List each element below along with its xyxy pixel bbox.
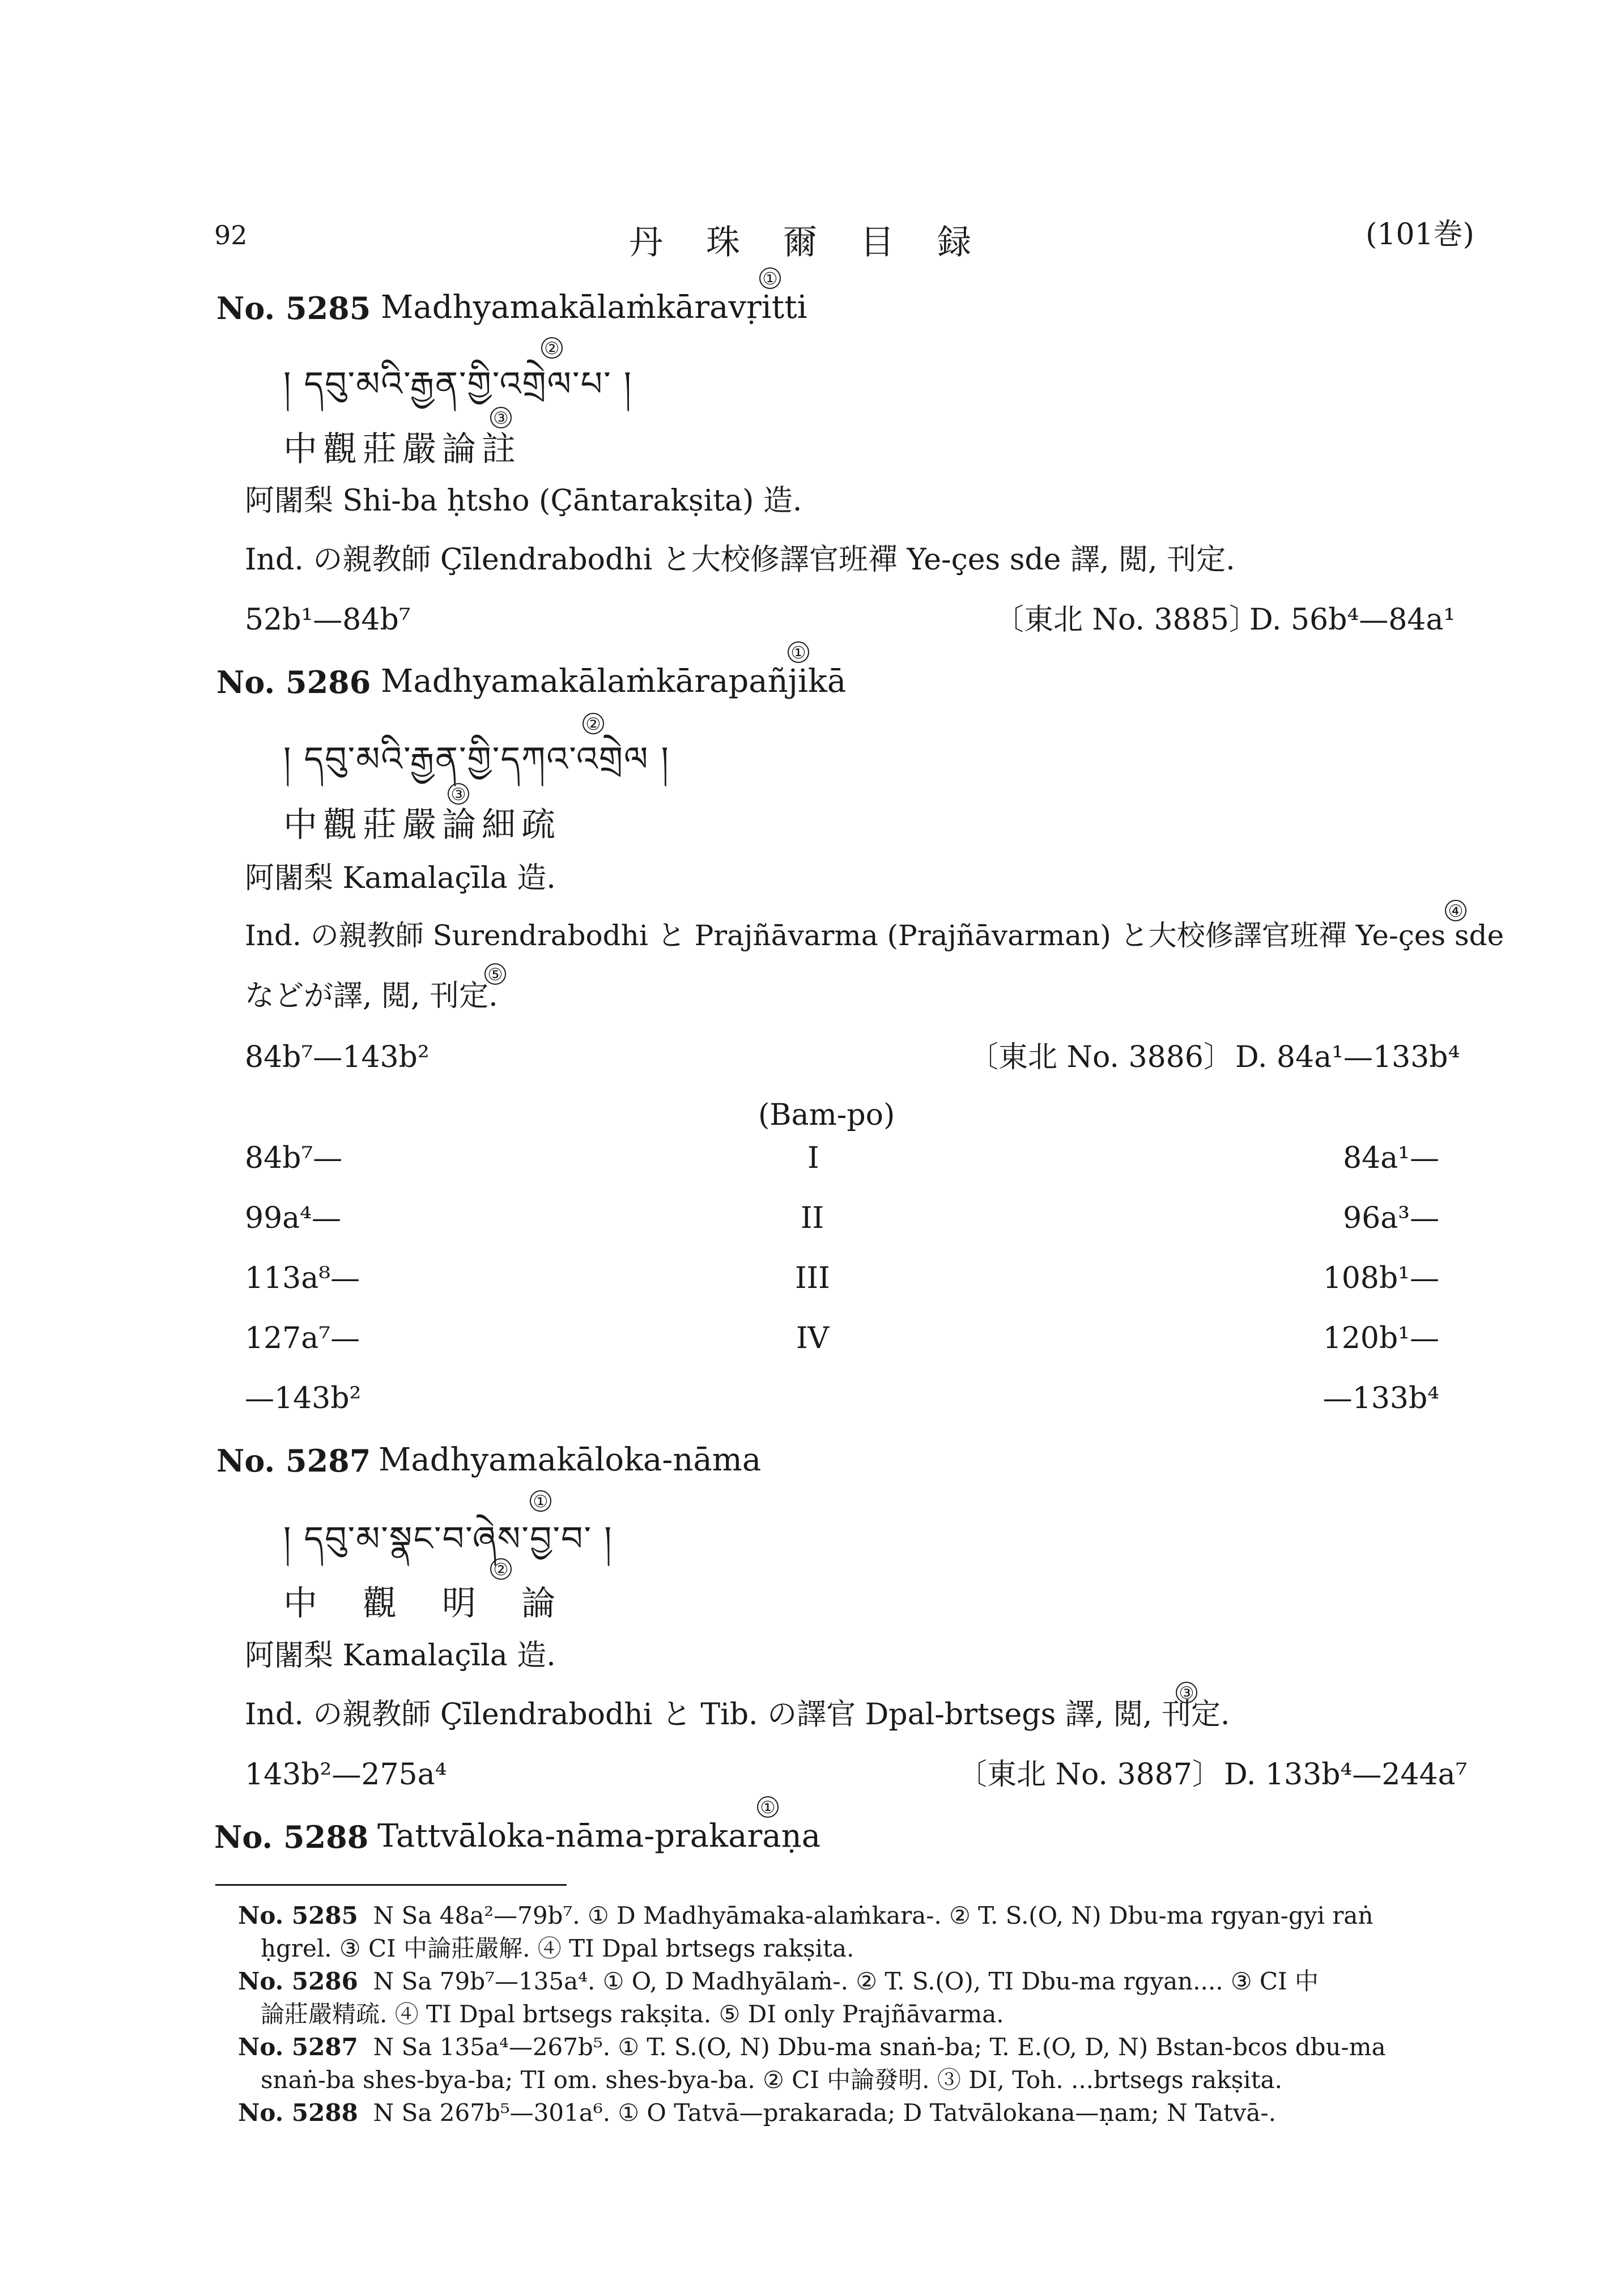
footnote-entry — [238, 2035, 1385, 2059]
footnote-marker: ① — [530, 1490, 551, 1512]
author-line: 阿闍梨 Kamalaçīla 造. — [245, 861, 556, 895]
tibetan-title: ། དབུ་མའི་རྒྱན་གྱི་དཀའ་འགྲེལ ། — [283, 739, 670, 779]
entry-number: No. 5286 — [216, 664, 371, 700]
entry-title: Madhyamakālaṁkāravṛitti — [381, 289, 807, 326]
author-line: 阿闍梨 Shi-ba ḥtsho (Çāntarakṣita) 造. — [245, 484, 802, 518]
footnote-marker: ② — [541, 337, 563, 359]
bampo-left: 84b⁷— — [245, 1141, 343, 1175]
footnote-marker: ④ — [1445, 900, 1466, 921]
footnote-entry — [238, 1904, 1373, 1928]
chinese-title: 中 觀 明 論 — [283, 1584, 561, 1623]
entry-title: Madhyamakālaṁkārapañjikā — [381, 663, 847, 700]
chinese-title: 中觀莊嚴論細疏 — [283, 805, 561, 845]
translation-line-continued: などが譯, 閲, 刊定. — [245, 979, 498, 1013]
footnote-rule — [215, 1884, 567, 1886]
footnote-text: N Sa 267b⁵—301a⁶. ① O Tatvā—prakarada; D Tatvālokana—ṇam; N Tatvā-. — [373, 2099, 1276, 2127]
entry-number: No. 5285 — [216, 290, 371, 326]
translation-line: Ind. の親教師 Çīlendrabodhi と大校修譯官班禪 Ye-çes sde 譯, 閲, 刊定. — [245, 543, 1235, 577]
translation-line: Ind. の親教師 Çīlendrabodhi と Tib. の譯官 Dpal-brtsegs 譯, 閲, 刊定. — [245, 1698, 1230, 1732]
footnote-marker: ① — [757, 1796, 779, 1818]
bampo-left: 99a⁴— — [245, 1201, 342, 1235]
location: 52b¹—84b⁷ — [245, 603, 411, 637]
footnote-text-cont: ḥgrel. ③ CI 中論莊嚴解. ④ TI Dpal brtsegs rakṣita. — [261, 1934, 854, 1962]
footnote-number: No. 5286 — [238, 1967, 358, 1995]
footnote-number: No. 5287 — [238, 2033, 358, 2061]
derge-ref: D. 56b⁴—84a¹ — [1249, 603, 1456, 637]
translation-line: Ind. の親教師 Surendrabodhi と Prajñāvarma (Prajñāvarman) と大校修譯官班禪 Ye-çes sde — [245, 919, 1504, 952]
bampo-mid: II — [801, 1201, 824, 1235]
entry-title: Madhyamakāloka-nāma — [379, 1442, 762, 1478]
author-line: 阿闍梨 Kamalaçīla 造. — [245, 1639, 556, 1673]
footnote-text: N Sa 135a⁴—267b⁵. ① T. S.(O, N) Dbu-ma snaṅ-ba; T. E.(O, D, N) Bstan-bcos dbu-ma — [373, 2033, 1386, 2061]
tibetan-title: ། དབུ་མའི་རྒྱན་གྱི་འགྲེལ་པ་ ། — [283, 364, 633, 404]
footnote-entry — [238, 2101, 1276, 2125]
entry-number: No. 5287 — [216, 1443, 371, 1479]
bampo-mid: IV — [796, 1321, 830, 1355]
footnote-text-cont: snaṅ-ba shes-bya-ba; TI om. shes-bya-ba. ② CI 中論發明. ③ DI, Toh. ...brtsegs rakṣita. — [261, 2066, 1282, 2094]
derge-ref: D. 133b⁴—244a⁷ — [1224, 1758, 1468, 1792]
footnote-marker: ② — [490, 1558, 512, 1580]
tibetan-title: ། དབུ་མ་སྣང་བ་ཞེས་བྱ་བ་ ། — [283, 1519, 613, 1559]
footnote-marker: ① — [788, 641, 809, 663]
page-title: 丹 珠 爾 目 録 — [629, 223, 976, 262]
bampo-right: 96a³— — [1342, 1201, 1439, 1235]
bampo-right: 120b¹— — [1323, 1321, 1439, 1355]
bampo-mid: III — [795, 1261, 830, 1295]
footnote-text: N Sa 48a²—79b⁷. ① D Madhyāmaka-alaṁkara-. ② T. S.(O, N) Dbu-ma rgyan-gyi raṅ — [373, 1902, 1374, 1929]
tohoku-ref: 〔東北 No. 3885〕 — [994, 603, 1259, 637]
footnote-marker: ① — [759, 267, 781, 289]
footnote-text: N Sa 79b⁷—135a⁴. ① O, D Madhyālaṁ-. ② T. S.(O), TI Dbu-ma rgyan.... ③ CI 中 — [373, 1967, 1319, 1995]
derge-ref: D. 84a¹—133b⁴ — [1235, 1040, 1460, 1074]
bampo-left: —143b² — [245, 1381, 362, 1415]
bampo-heading: (Bam-po) — [758, 1098, 895, 1132]
page-number: 92 — [214, 220, 248, 250]
location: 84b⁷—143b² — [245, 1040, 430, 1074]
tohoku-ref: 〔東北 No. 3886〕 — [969, 1040, 1233, 1074]
location: 143b²—275a⁴ — [245, 1758, 447, 1792]
bampo-mid: I — [807, 1141, 819, 1175]
entry-number: No. 5288 — [214, 1819, 369, 1855]
footnote-marker: ③ — [490, 407, 512, 428]
bampo-right: —133b⁴ — [1323, 1381, 1439, 1415]
bampo-left: 127a⁷— — [245, 1321, 360, 1355]
footnote-marker: ⑤ — [484, 963, 506, 985]
footnote-text-cont: 論莊嚴精疏. ④ TI Dpal brtsegs rakṣita. ⑤ DI only Prajñāvarma. — [261, 2000, 1004, 2028]
tohoku-ref: 〔東北 No. 3887〕 — [958, 1758, 1222, 1792]
footnote-marker: ③ — [1176, 1682, 1197, 1703]
footnote-marker: ② — [583, 713, 604, 734]
footnote-number: No. 5288 — [238, 2099, 358, 2127]
footnote-marker: ③ — [448, 783, 469, 805]
footnote-entry — [238, 1967, 1319, 1995]
bampo-left: 113a⁸— — [245, 1261, 360, 1295]
entry-title: Tattvāloka-nāma-prakaraṇa — [377, 1818, 821, 1855]
volume-label: (101巻) — [1366, 218, 1474, 252]
bampo-right: 84a¹— — [1342, 1141, 1439, 1175]
footnote-number: No. 5285 — [238, 1902, 358, 1929]
bampo-right: 108b¹— — [1323, 1261, 1439, 1295]
chinese-title: 中觀莊嚴論註 — [283, 430, 521, 469]
